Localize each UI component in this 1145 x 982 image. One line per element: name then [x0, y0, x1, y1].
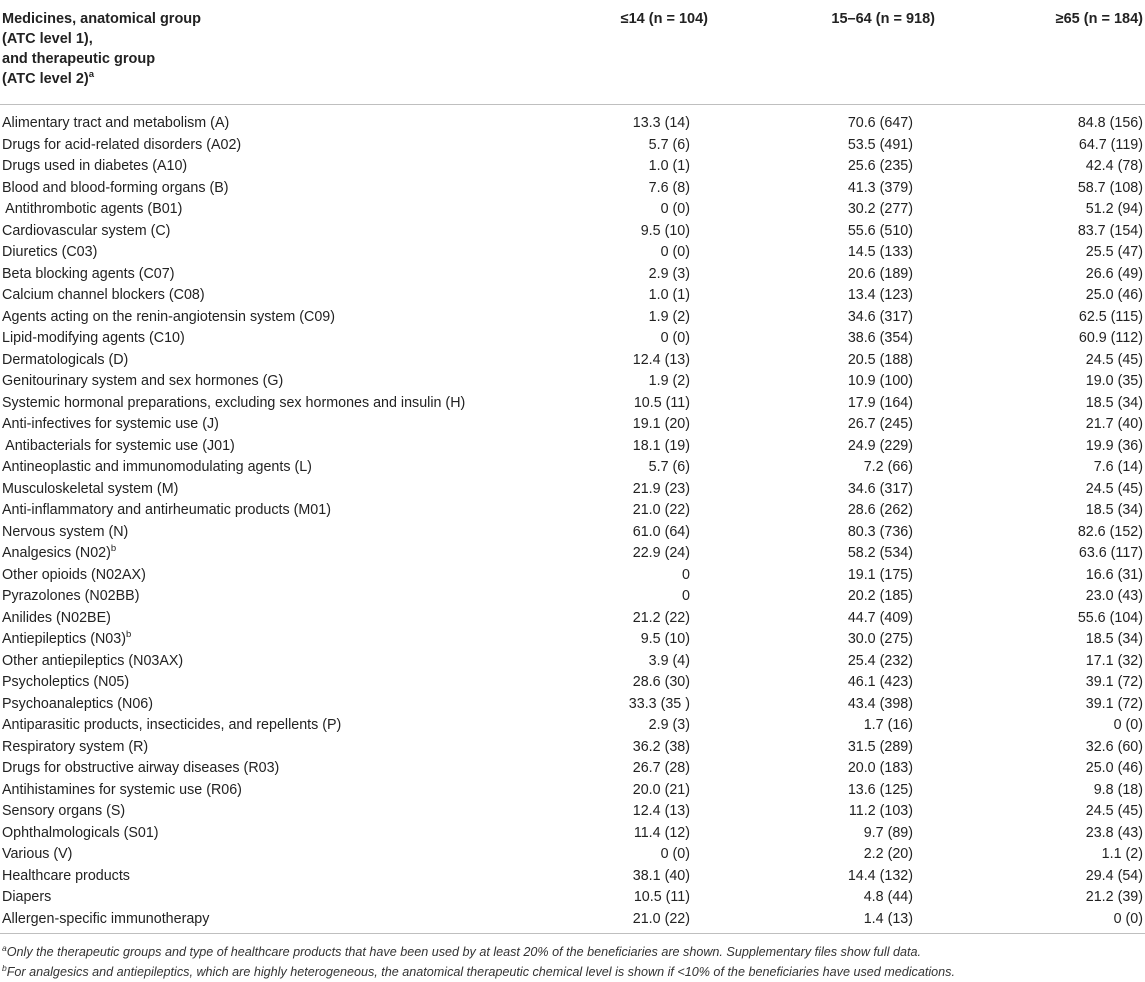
cell-age-15-64: 14.5 (133)	[847, 244, 913, 260]
cell-age-15-64: 20.2 (185)	[847, 588, 913, 604]
table-row	[0, 737, 1145, 759]
table-row	[0, 887, 1145, 909]
cell-age-15-64: 34.6 (317)	[847, 480, 913, 497]
footnote-marker: a	[2, 942, 7, 953]
row-label-text: Nervous system (N)	[2, 523, 129, 540]
cell-age-15-64: 53.5 (491)	[847, 136, 913, 153]
cell-age-15-64: 9.7 (89)	[863, 824, 913, 841]
cell-age-under-14: 5.7 (6)	[648, 136, 690, 153]
row-label	[2, 758, 279, 780]
row-label-text: Drugs used in diabetes (A10)	[2, 158, 188, 174]
cell-age-65-plus: 29.4 (54)	[1085, 867, 1143, 884]
header-line: (ATC level 1),	[2, 31, 93, 47]
footnote-marker: a	[88, 69, 95, 81]
row-label-text: Pyrazolones (N02BB)	[2, 588, 140, 604]
row-label-text: Antiepileptics (N03)	[2, 631, 126, 647]
cell-age-15-64: 41.3 (379)	[847, 179, 913, 196]
cell-age-65-plus: 24.5 (45)	[1085, 351, 1143, 368]
cell-age-under-14: 7.6 (8)	[648, 179, 690, 196]
cell-age-under-14: 1.9 (2)	[648, 308, 690, 325]
cell-age-under-14: 19.1 (20)	[632, 416, 690, 432]
table-body	[0, 113, 1145, 930]
cell-age-under-14: 21.0 (22)	[632, 502, 690, 518]
cell-age-under-14: 3.9 (4)	[648, 652, 690, 669]
row-label-text: Anti-inflammatory and antirheumatic products (M01)	[2, 502, 331, 518]
cell-age-65-plus: 64.7 (119)	[1078, 136, 1143, 153]
cell-age-under-14: 26.7 (28)	[632, 760, 690, 776]
cell-age-65-plus: 16.6 (31)	[1085, 566, 1143, 583]
table-row	[0, 608, 1145, 630]
cell-age-15-64: 25.4 (232)	[847, 652, 913, 669]
row-label	[2, 715, 341, 737]
table-row	[0, 909, 1145, 931]
cell-age-65-plus: 18.5 (34)	[1085, 631, 1143, 647]
cell-age-65-plus: 0 (0)	[1113, 717, 1143, 733]
cell-age-65-plus: 62.5 (115)	[1078, 308, 1143, 325]
cell-age-under-14: 18.1 (19)	[632, 437, 690, 454]
row-label	[2, 780, 242, 802]
header-age-under-14: ≤14 (n = 104)	[620, 11, 708, 27]
cell-age-under-14: 12.4 (13)	[632, 803, 690, 819]
row-label-text: Antiparasitic products, insecticides, and repellents (P)	[2, 717, 342, 733]
table-row	[0, 758, 1145, 780]
row-label-text: Blood and blood-forming organs (B)	[2, 179, 229, 196]
row-label	[2, 457, 312, 479]
cell-age-15-64: 14.4 (132)	[847, 867, 913, 884]
cell-age-under-14: 1.9 (2)	[648, 373, 690, 389]
row-label-text: Alimentary tract and metabolism (A)	[2, 115, 230, 131]
cell-age-under-14: 10.5 (11)	[633, 889, 690, 905]
table-row	[0, 178, 1145, 200]
row-label	[2, 436, 235, 458]
cell-age-65-plus: 55.6 (104)	[1077, 609, 1143, 626]
cell-age-under-14: 38.1 (40)	[632, 867, 690, 884]
cell-age-65-plus: 42.4 (78)	[1085, 158, 1143, 174]
table-row	[0, 242, 1145, 264]
table-row	[0, 350, 1145, 372]
row-label	[2, 909, 209, 931]
cell-age-65-plus: 82.6 (152)	[1077, 523, 1143, 540]
row-label	[2, 285, 205, 307]
row-label-text: Respiratory system (R)	[2, 738, 149, 755]
table-row	[0, 715, 1145, 737]
table-row	[0, 479, 1145, 501]
cell-age-65-plus: 84.8 (156)	[1077, 115, 1143, 131]
footnote-b	[2, 964, 1142, 980]
cell-age-65-plus: 83.7 (154)	[1077, 222, 1143, 239]
cell-age-under-14: 21.2 (22)	[632, 609, 690, 626]
row-label	[2, 737, 148, 759]
cell-age-15-64: 44.7 (409)	[847, 609, 913, 626]
cell-age-15-64: 20.5 (188)	[847, 351, 913, 368]
cell-age-under-14: 12.4 (13)	[632, 351, 690, 368]
cell-age-15-64: 1.4 (13)	[863, 910, 913, 927]
cell-age-65-plus: 0 (0)	[1113, 910, 1143, 927]
row-label-text: Ophthalmologicals (S01)	[2, 824, 159, 841]
header-age-65-plus: ≥65 (n = 184)	[1055, 11, 1143, 27]
row-label	[2, 328, 185, 350]
cell-age-15-64: 11.2 (103)	[848, 803, 913, 819]
header-line	[2, 69, 402, 89]
row-label	[2, 307, 335, 329]
cell-age-65-plus: 25.5 (47)	[1085, 244, 1143, 260]
cell-age-under-14: 28.6 (30)	[632, 674, 690, 690]
table-bottom-rule	[0, 933, 1145, 934]
row-label	[2, 221, 170, 243]
cell-age-under-14: 13.3 (14)	[632, 115, 690, 131]
footnote-text: Only the therapeutic groups and type of healthcare products that have been used by at least 20% of the beneficiaries are shown. Supplementary files show full data.	[6, 945, 922, 959]
row-label	[2, 522, 128, 544]
row-label	[2, 586, 139, 608]
table-row	[0, 307, 1145, 329]
cell-age-65-plus: 9.8 (18)	[1093, 781, 1143, 798]
cell-age-65-plus: 19.9 (36)	[1085, 437, 1143, 454]
row-label-text: Healthcare products	[2, 867, 130, 884]
cell-age-under-14: 20.0 (21)	[632, 781, 690, 798]
header-age-15-64: 15–64 (n = 918)	[831, 11, 935, 27]
table-row	[0, 866, 1145, 888]
cell-age-15-64: 70.6 (647)	[847, 115, 913, 131]
cell-age-65-plus: 58.7 (108)	[1077, 179, 1143, 196]
row-label-text: Systemic hormonal preparations, excluding sex hormones and insulin (H)	[2, 394, 466, 411]
row-label-text: Antineoplastic and immunomodulating agents (L)	[2, 459, 312, 475]
table-row	[0, 565, 1145, 587]
row-label	[2, 543, 116, 565]
row-label-text: Diapers	[2, 889, 52, 905]
cell-age-15-64: 38.6 (354)	[847, 330, 913, 346]
footnote-marker: b	[125, 629, 132, 641]
cell-age-15-64: 80.3 (736)	[847, 523, 913, 540]
cell-age-15-64: 26.7 (245)	[847, 416, 913, 432]
row-label-text: Musculoskeletal system (M)	[2, 480, 179, 497]
row-label	[2, 801, 125, 823]
row-label-text: Antihistamines for systemic use (R06)	[2, 781, 242, 798]
table-row	[0, 672, 1145, 694]
row-label	[2, 178, 229, 200]
cell-age-under-14: 2.9 (3)	[648, 265, 690, 282]
header-line: and therapeutic group	[2, 51, 156, 67]
row-label	[2, 565, 146, 587]
table-row	[0, 436, 1145, 458]
cell-age-15-64: 13.6 (125)	[847, 781, 913, 798]
cell-age-15-64: 30.0 (275)	[847, 631, 913, 647]
cell-age-15-64: 1.7 (16)	[863, 717, 913, 733]
cell-age-under-14: 5.7 (6)	[648, 459, 690, 475]
table-row	[0, 328, 1145, 350]
table-row	[0, 844, 1145, 866]
row-label-text: Beta blocking agents (C07)	[2, 265, 175, 282]
cell-age-15-64: 20.6 (189)	[847, 265, 913, 282]
table-header	[0, 0, 1145, 105]
cell-age-under-14: 21.9 (23)	[632, 480, 690, 497]
row-label	[2, 393, 465, 415]
row-label	[2, 113, 229, 135]
cell-age-65-plus: 18.5 (34)	[1085, 502, 1143, 518]
cell-age-65-plus: 24.5 (45)	[1085, 803, 1143, 819]
header-line: Medicines, anatomical group	[2, 11, 202, 27]
table-row	[0, 543, 1145, 565]
cell-age-15-64: 4.8 (44)	[863, 889, 913, 905]
cell-age-65-plus: 19.0 (35)	[1085, 373, 1143, 389]
cell-age-15-64: 46.1 (423)	[847, 674, 913, 690]
row-label-text: Psycholeptics (N05)	[2, 674, 130, 690]
cell-age-65-plus: 39.1 (72)	[1085, 674, 1143, 690]
row-label-text: Calcium channel blockers (C08)	[2, 287, 205, 303]
cell-age-65-plus: 1.1 (2)	[1101, 846, 1143, 862]
cell-age-15-64: 19.1 (175)	[847, 566, 913, 583]
row-label	[2, 479, 178, 501]
row-label	[2, 672, 129, 694]
table-row	[0, 780, 1145, 802]
cell-age-under-14: 0 (0)	[660, 330, 690, 346]
cell-age-15-64: 24.9 (229)	[847, 437, 913, 454]
cell-age-15-64: 17.9 (164)	[847, 394, 913, 411]
row-label	[2, 350, 128, 372]
row-label	[2, 371, 283, 393]
row-label	[2, 844, 72, 866]
table-row	[0, 221, 1145, 243]
cell-age-15-64: 30.2 (277)	[847, 201, 913, 217]
table-row	[0, 285, 1145, 307]
row-label	[2, 823, 159, 845]
cell-age-15-64: 43.4 (398)	[847, 695, 913, 712]
cell-age-under-14: 21.0 (22)	[632, 910, 690, 927]
row-label-text: Genitourinary system and sex hormones (G)	[2, 373, 284, 389]
table-row	[0, 629, 1145, 651]
cell-age-65-plus: 60.9 (112)	[1078, 330, 1143, 346]
table-row	[0, 694, 1145, 716]
row-label-text: Analgesics (N02)	[2, 545, 111, 561]
table-row	[0, 651, 1145, 673]
cell-age-under-14: 33.3 (35 )	[628, 695, 690, 712]
cell-age-65-plus: 25.0 (46)	[1085, 287, 1143, 303]
cell-age-under-14: 2.9 (3)	[648, 717, 690, 733]
cell-age-15-64: 34.6 (317)	[847, 308, 913, 325]
row-label-text: Psychoanaleptics (N06)	[2, 695, 153, 712]
row-label-text: Cardiovascular system (C)	[2, 222, 171, 239]
table-row	[0, 393, 1145, 415]
cell-age-under-14: 1.0 (1)	[648, 287, 690, 303]
cell-age-15-64: 13.4 (123)	[847, 287, 913, 303]
cell-age-under-14: 0 (0)	[660, 846, 690, 862]
row-label	[2, 156, 187, 178]
cell-age-under-14: 9.5 (10)	[640, 222, 690, 239]
cell-age-15-64: 10.9 (100)	[847, 373, 913, 389]
row-label	[2, 414, 219, 436]
cell-age-15-64: 25.6 (235)	[847, 158, 913, 174]
cell-age-under-14: 0	[682, 588, 690, 604]
cell-age-65-plus: 51.2 (94)	[1085, 201, 1143, 217]
row-label-text: Anti-infectives for systemic use (J)	[2, 416, 219, 432]
cell-age-under-14: 10.5 (11)	[633, 394, 690, 411]
cell-age-15-64: 28.6 (262)	[847, 502, 913, 518]
row-label	[2, 242, 97, 264]
row-label-text: Diuretics (C03)	[2, 244, 98, 260]
footnote-text: For analgesics and antiepileptics, which are highly heterogeneous, the anatomical therapeutic chemical level is shown if <10% of the beneficiaries have used medications.	[6, 965, 955, 979]
table-row	[0, 500, 1145, 522]
cell-age-under-14: 9.5 (10)	[640, 631, 690, 647]
table-row	[0, 586, 1145, 608]
cell-age-65-plus: 21.2 (39)	[1085, 889, 1143, 905]
cell-age-65-plus: 24.5 (45)	[1085, 480, 1143, 497]
row-label-text: Other antiepileptics (N03AX)	[2, 652, 184, 669]
table-row	[0, 457, 1145, 479]
row-label	[2, 866, 130, 888]
table-row	[0, 371, 1145, 393]
row-label	[2, 694, 153, 716]
row-label	[2, 629, 131, 651]
header-line-text: (ATC level 2)	[2, 71, 89, 87]
cell-age-15-64: 7.2 (66)	[863, 459, 913, 475]
table-row	[0, 801, 1145, 823]
row-label-text: Dermatologicals (D)	[2, 351, 129, 368]
cell-age-under-14: 11.4 (12)	[633, 824, 690, 841]
cell-age-65-plus: 39.1 (72)	[1085, 695, 1143, 712]
row-label-text: Sensory organs (S)	[2, 803, 126, 819]
row-label-text: Agents acting on the renin-angiotensin system (C09)	[2, 308, 335, 325]
cell-age-65-plus: 7.6 (14)	[1093, 459, 1143, 475]
row-label	[2, 651, 183, 673]
row-label	[2, 887, 51, 909]
table-row	[0, 199, 1145, 221]
row-label-text: Lipid-modifying agents (C10)	[2, 330, 185, 346]
cell-age-65-plus: 23.8 (43)	[1085, 824, 1143, 841]
table-row	[0, 156, 1145, 178]
footnote-marker: b	[110, 543, 117, 555]
cell-age-under-14: 61.0 (64)	[632, 523, 690, 540]
row-label-text: Anilides (N02BE)	[2, 609, 111, 626]
cell-age-15-64: 55.6 (510)	[847, 222, 913, 239]
table-row	[0, 522, 1145, 544]
cell-age-65-plus: 21.7 (40)	[1085, 416, 1143, 432]
footnote-a	[2, 944, 1142, 960]
row-label-text: Antibacterials for systemic use (J01)	[2, 437, 235, 454]
row-label	[2, 500, 331, 522]
cell-age-65-plus: 26.6 (49)	[1085, 265, 1143, 282]
cell-age-65-plus: 17.1 (32)	[1085, 652, 1143, 669]
cell-age-65-plus: 25.0 (46)	[1085, 760, 1143, 776]
row-label-text: Drugs for obstructive airway diseases (R03)	[2, 760, 280, 776]
row-label-text: Drugs for acid-related disorders (A02)	[2, 136, 242, 153]
cell-age-under-14: 22.9 (24)	[632, 545, 690, 561]
row-label-text: Other opioids (N02AX)	[2, 566, 146, 583]
footnote-marker: b	[2, 962, 7, 973]
table-row	[0, 823, 1145, 845]
row-label	[2, 199, 182, 221]
row-label	[2, 135, 241, 157]
cell-age-under-14: 0 (0)	[660, 244, 690, 260]
table-row	[0, 113, 1145, 135]
row-label-text: Allergen-specific immunotherapy	[2, 910, 210, 927]
cell-age-65-plus: 23.0 (43)	[1085, 588, 1143, 604]
cell-age-under-14: 0 (0)	[660, 201, 690, 217]
table-row	[0, 264, 1145, 286]
cell-age-15-64: 31.5 (289)	[847, 738, 913, 755]
table-row	[0, 135, 1145, 157]
table-row	[0, 414, 1145, 436]
cell-age-under-14: 1.0 (1)	[648, 158, 690, 174]
cell-age-under-14: 0	[682, 566, 690, 583]
cell-age-15-64: 2.2 (20)	[863, 846, 913, 862]
cell-age-under-14: 36.2 (38)	[632, 738, 690, 755]
cell-age-65-plus: 32.6 (60)	[1085, 738, 1143, 755]
row-label-text: Antithrombotic agents (B01)	[2, 201, 183, 217]
cell-age-65-plus: 18.5 (34)	[1085, 394, 1143, 411]
row-label	[2, 608, 111, 630]
cell-age-15-64: 58.2 (534)	[847, 545, 913, 561]
header-medicines-group	[2, 9, 402, 89]
row-label-text: Various (V)	[2, 846, 73, 862]
cell-age-65-plus: 63.6 (117)	[1078, 545, 1143, 561]
cell-age-15-64: 20.0 (183)	[847, 760, 913, 776]
row-label	[2, 264, 174, 286]
